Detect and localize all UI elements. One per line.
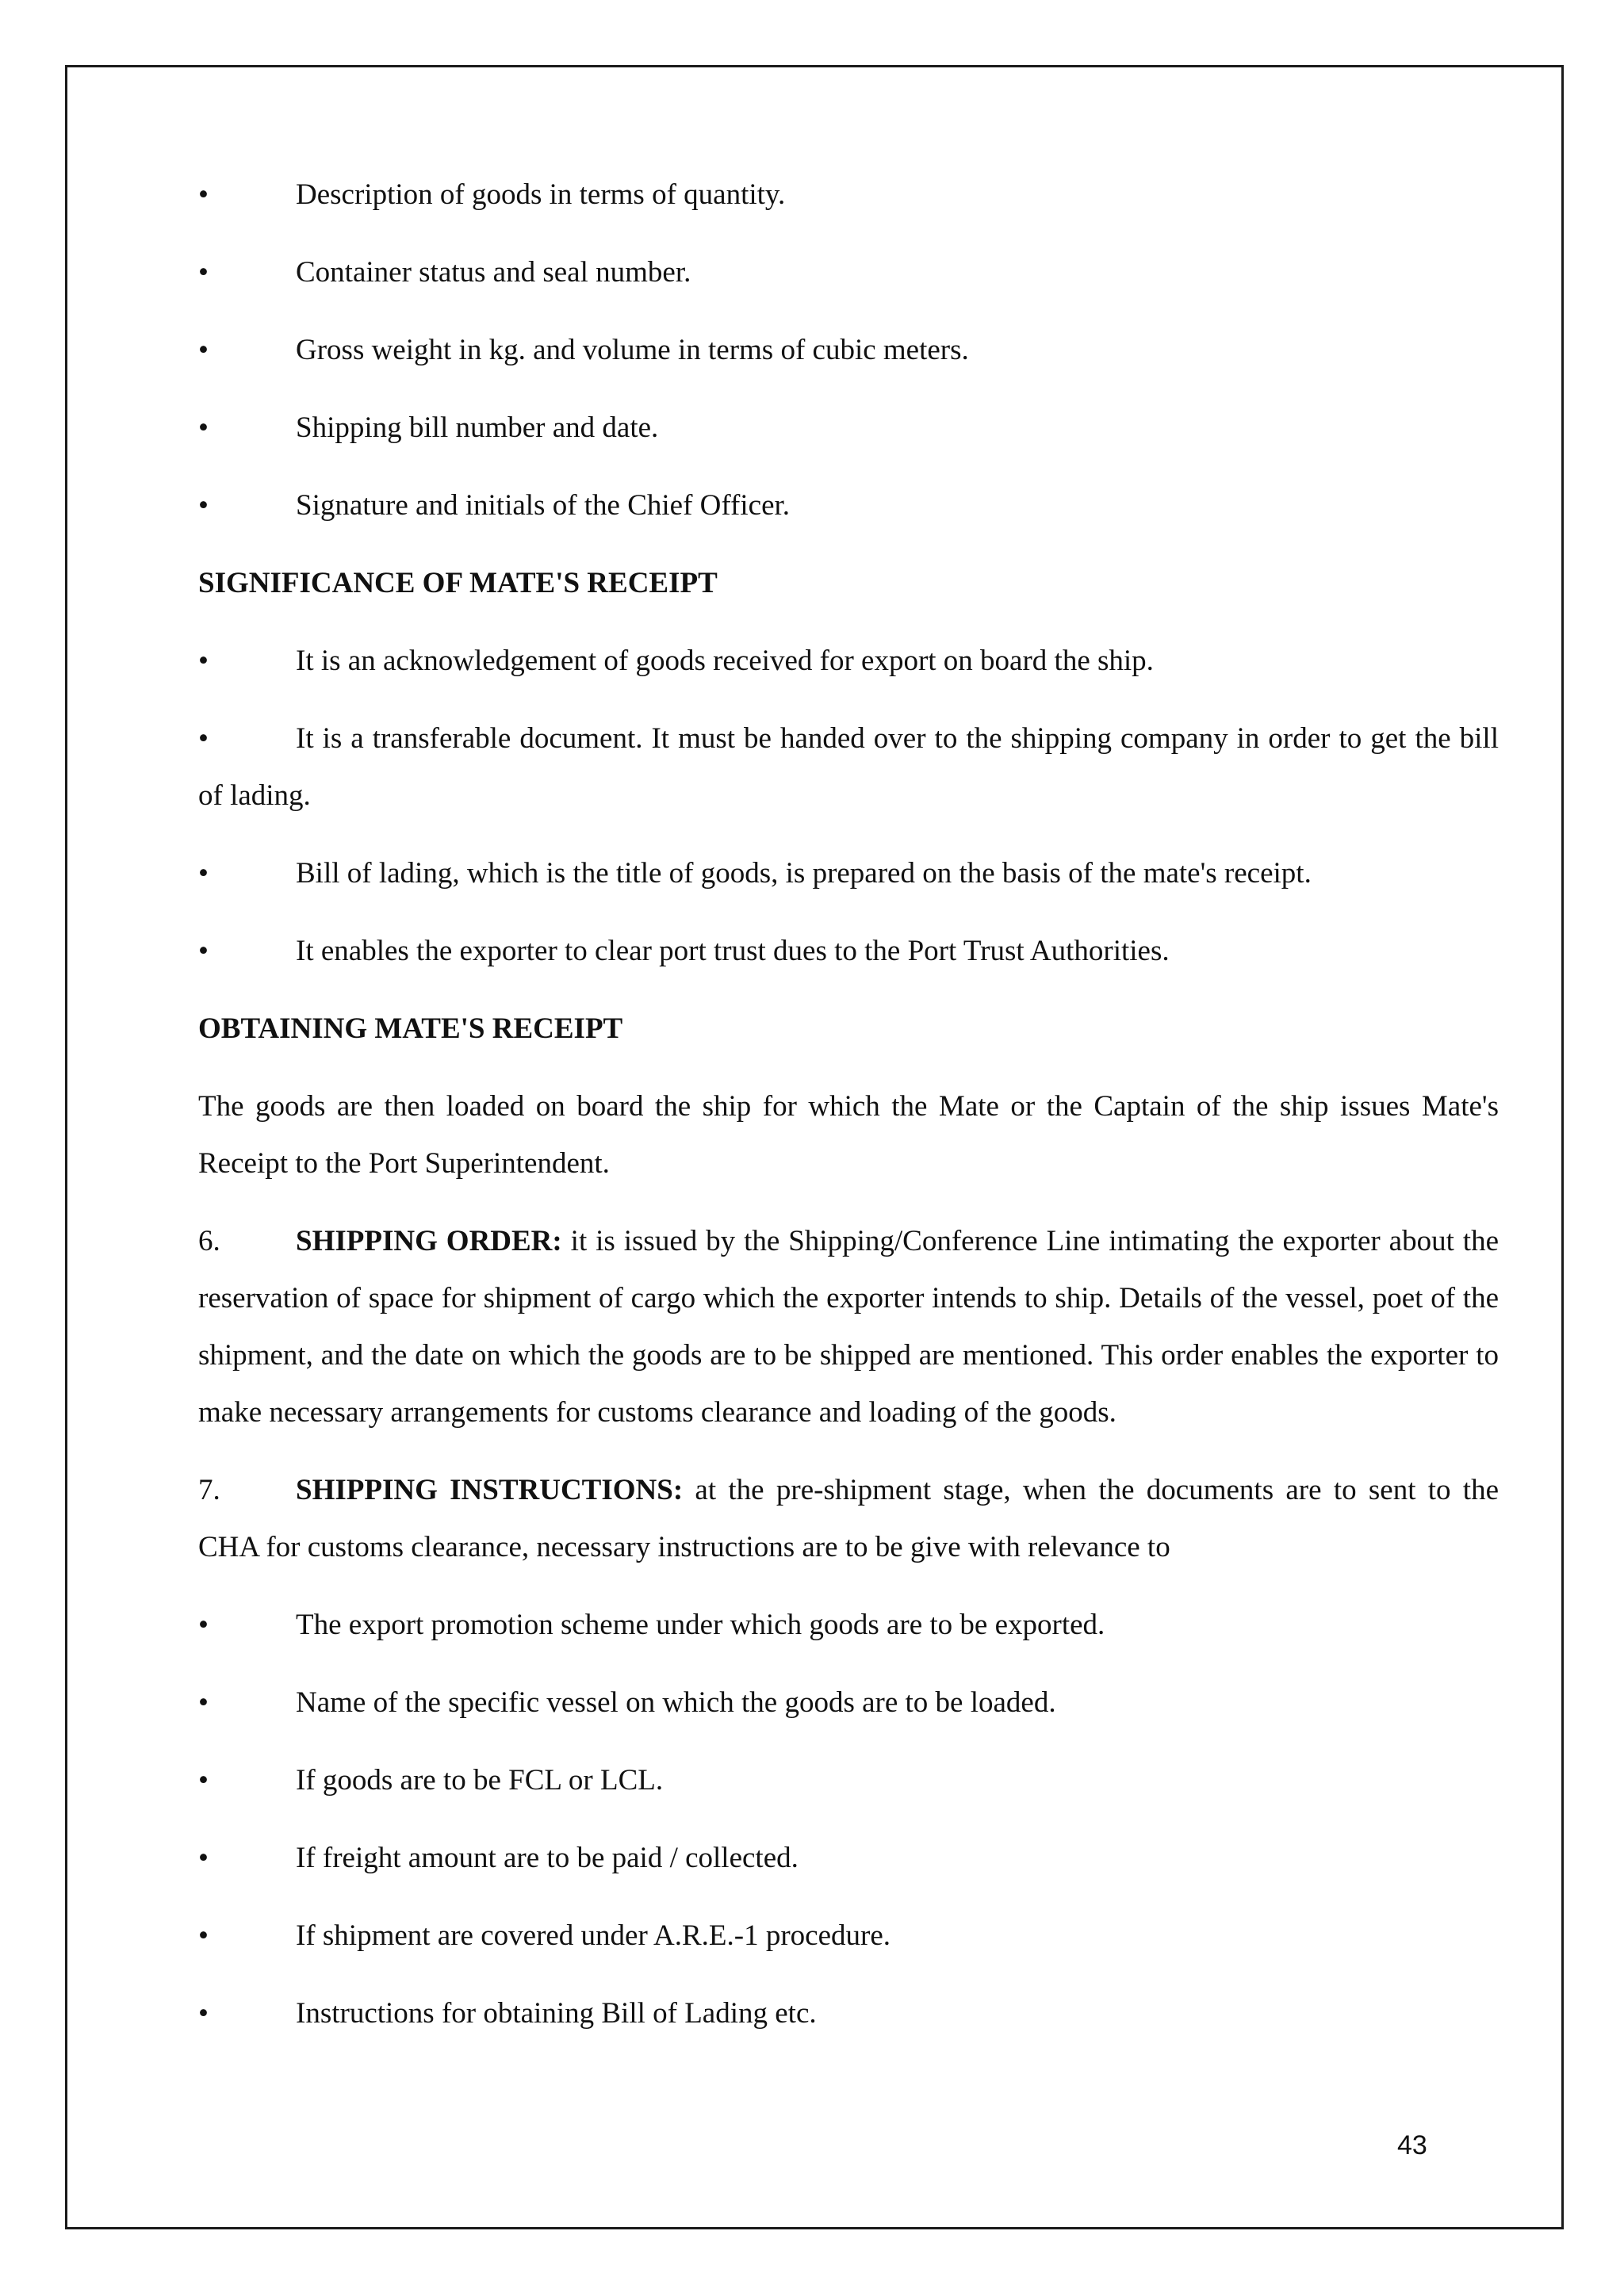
list-item-text: It enables the exporter to clear port trust dues to the Port Trust Authorities. — [296, 935, 1170, 967]
list-item-text: Description of goods in terms of quantity. — [296, 178, 786, 211]
list-item — [198, 1597, 1499, 1654]
bullet-icon: • — [198, 1842, 209, 1874]
shipping-order-paragraph — [198, 1213, 1499, 1441]
list-item-text: Bill of lading, which is the title of goods, is prepared on the basis of the mate's receipt. — [296, 857, 1312, 890]
list-item-text: Signature and initials of the Chief Officer. — [296, 489, 791, 522]
list-item-text: If shipment are covered under A.R.E.-1 procedure. — [296, 1919, 891, 1952]
list-item-text: Shipping bill number and date. — [296, 411, 659, 444]
list-item — [198, 244, 1499, 301]
list-item-text: Gross weight in kg. and volume in terms of cubic meters. — [296, 334, 969, 366]
list-item — [198, 1985, 1499, 2042]
list-item-text: The export promotion scheme under which goods are to be exported. — [296, 1609, 1105, 1641]
list-item — [198, 845, 1499, 902]
bullet-icon: • — [198, 489, 209, 522]
list-item-text: If freight amount are to be paid / collected. — [296, 1842, 799, 1874]
list-item-text: If goods are to be FCL or LCL. — [296, 1764, 664, 1797]
list-item — [198, 1908, 1499, 1965]
list-item-text: Container status and seal number. — [296, 256, 691, 289]
item-text: at the pre-shipment stage, when the documents are to sent to the CHA for customs clearance, necessary instructions are to be give with relevance to — [198, 1474, 1499, 1563]
bullet-icon: • — [198, 411, 209, 444]
obtaining-paragraph: The goods are then loaded on board the ship for which the Mate or the Captain of the ship issues Mate's Receipt to the Port Superintendent. — [198, 1090, 1499, 1180]
bullet-icon: • — [198, 256, 209, 289]
bullet-icon: • — [198, 935, 209, 967]
section-heading-significance: SIGNIFICANCE OF MATE'S RECEIPT — [198, 567, 718, 599]
list-item — [198, 1830, 1499, 1887]
bullet-icon: • — [198, 1764, 209, 1797]
bullet-icon: • — [198, 178, 209, 211]
bullet-icon: • — [198, 1997, 209, 2030]
item-number: 6. — [198, 1225, 220, 1257]
bullet-icon: • — [198, 857, 209, 890]
bullet-icon: • — [198, 722, 209, 755]
list-item-text: It is a transferable document. It must be handed over to the shipping company in order to get the bill of lading. — [198, 722, 1499, 812]
list-item — [198, 400, 1499, 457]
list-item — [198, 477, 1499, 534]
list-item-text: Name of the specific vessel on which the goods are to be loaded. — [296, 1686, 1056, 1719]
item-term: SHIPPING ORDER: — [296, 1225, 562, 1257]
list-item — [198, 923, 1499, 980]
item-text: it is issued by the Shipping/Conference Line intimating the exporter about the reservation of space for shipment of cargo which the exporter intends to ship. Details of the vessel, poet of the shipment, and the date on which the goods are to be shipped are mentioned. This order enables the exporter to make necessary arrangements for customs clearance and loading of the goods. — [198, 1225, 1499, 1429]
list-item — [198, 1752, 1499, 1809]
bullet-icon: • — [198, 645, 209, 677]
list-item — [198, 322, 1499, 379]
bullet-icon: • — [198, 1686, 209, 1719]
list-item — [198, 710, 1499, 825]
item-number: 7. — [198, 1474, 220, 1506]
bullet-icon: • — [198, 1919, 209, 1952]
list-item-text: It is an acknowledgement of goods received for export on board the ship. — [296, 645, 1154, 677]
page-number: 43 — [1397, 2130, 1427, 2160]
list-item — [198, 166, 1499, 224]
bullet-icon: • — [198, 334, 209, 366]
list-item — [198, 633, 1499, 690]
item-term: SHIPPING INSTRUCTIONS: — [296, 1474, 684, 1506]
shipping-instructions-paragraph — [198, 1462, 1499, 1576]
page-content — [198, 166, 1499, 2063]
bullet-icon: • — [198, 1609, 209, 1641]
list-item-text: Instructions for obtaining Bill of Lading etc. — [296, 1997, 817, 2030]
list-item — [198, 1674, 1499, 1732]
section-heading-obtaining: OBTAINING MATE'S RECEIPT — [198, 1012, 623, 1045]
